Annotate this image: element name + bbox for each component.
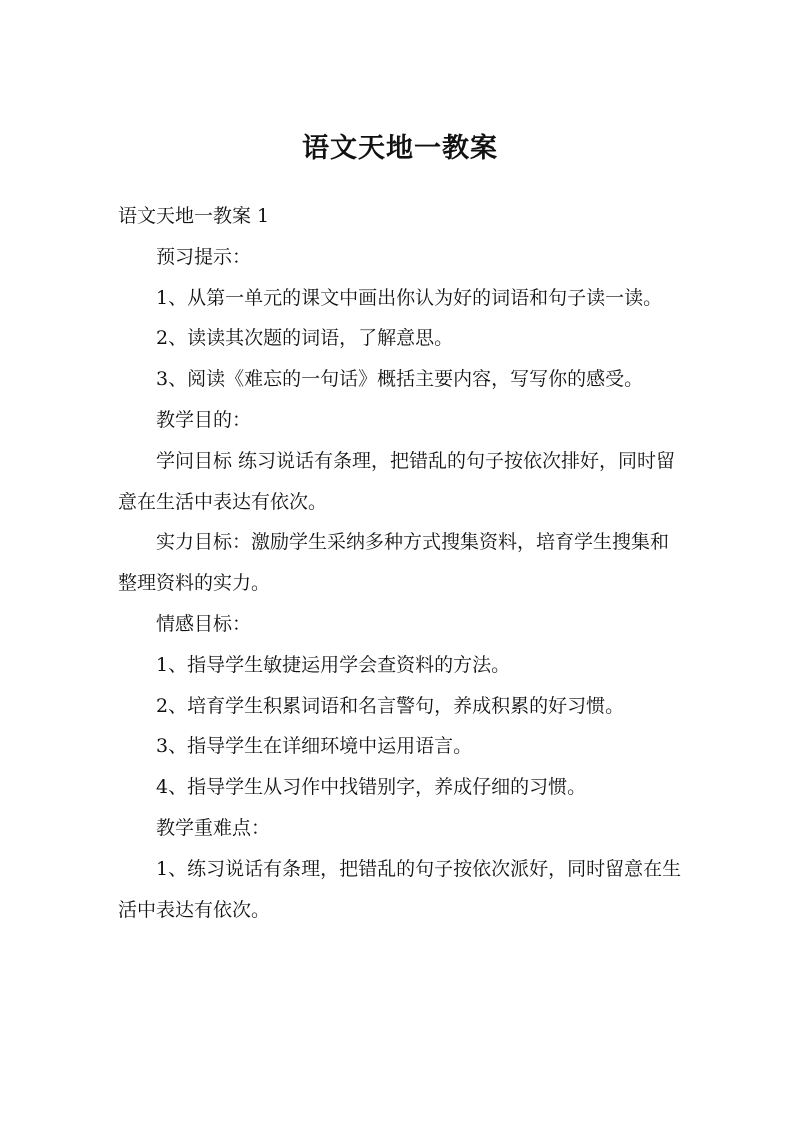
paragraph-item: 1、指导学生敏捷运用学会查资料的方法。 [156,653,511,676]
paragraph-item: 3、指导学生在详细环境中运用语言。 [156,735,473,758]
paragraph-teaching-goals: 教学目的： [156,408,252,431]
paragraph-item: 3、阅读《难忘的一句话》概括主要内容，写写你的感受。 [156,368,644,391]
paragraph-item: 1、从第一单元的课文中画出你认为好的词语和句子读一读。 [156,286,663,309]
paragraph-key-difficulties: 教学重难点： [156,816,271,839]
paragraph-item: 2、培育学生积累词语和名言警句，养成积累的好习惯。 [156,694,625,717]
document-body [118,196,684,930]
section-heading: 语文天地一教案 1 [118,205,270,227]
paragraph-ability-goal: 实力目标：激励学生采纳多种方式搜集资料，培育学生搜集和整理资料的实力。 [118,531,670,595]
paragraph-item: 4、指导学生从习作中找错别字，养成仔细的习惯。 [156,776,587,799]
paragraph-preview-hint: 预习提示： [156,245,252,268]
paragraph-knowledge-goal: 学问目标 练习说话有条理，把错乱的句子按依次排好，同时留意在生活中表达有依次。 [118,449,676,513]
paragraph-item: 1、练习说话有条理，把错乱的句子按依次派好，同时留意在生活中表达有依次。 [118,857,682,921]
paragraph-emotion-goal: 情感目标： [156,612,252,635]
document-title: 语文天地一教案 [302,133,498,164]
paragraph-item: 2、读读其次题的词语，了解意思。 [156,327,454,350]
